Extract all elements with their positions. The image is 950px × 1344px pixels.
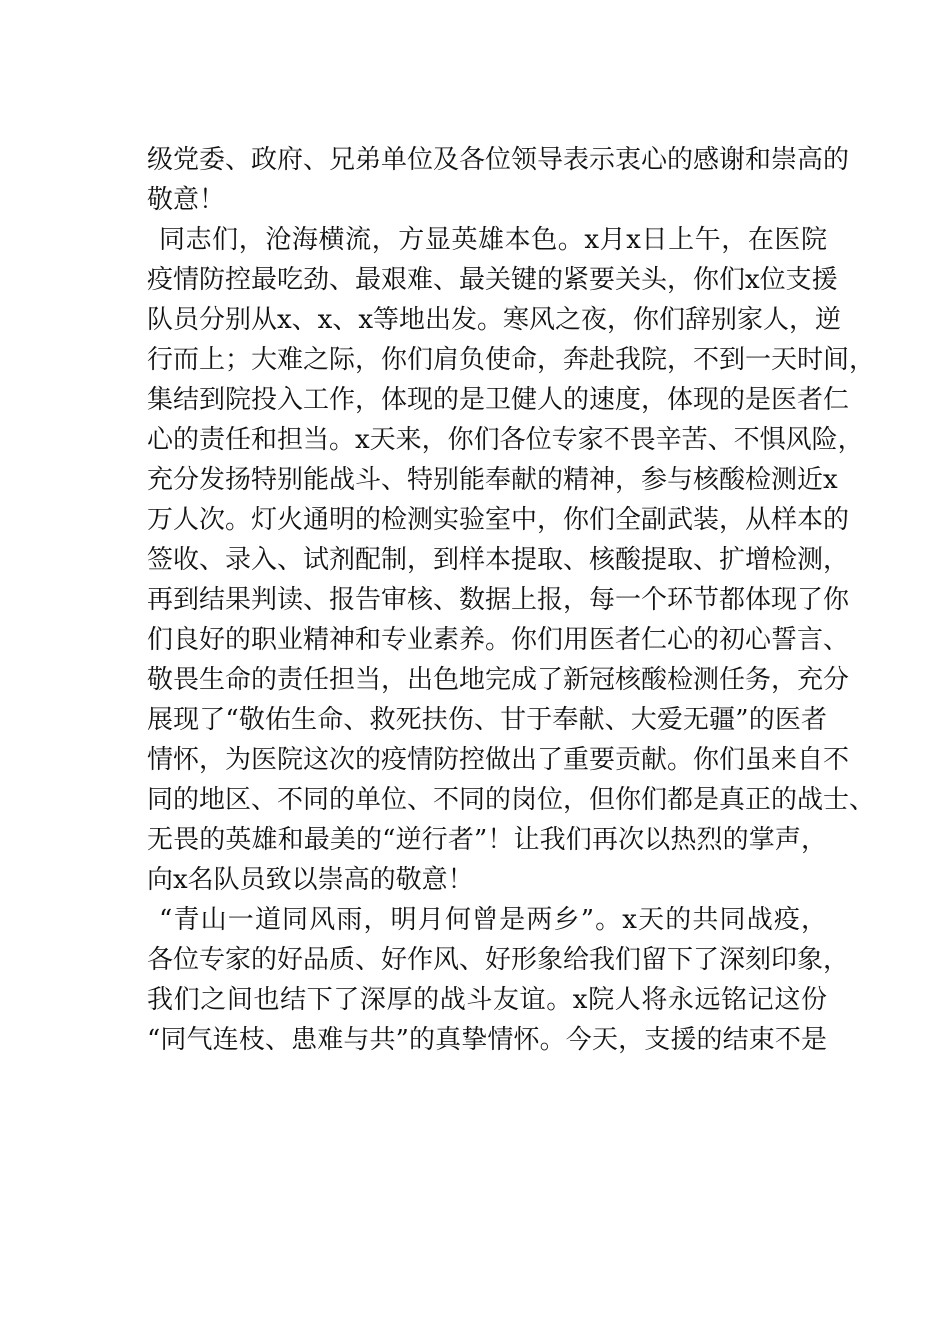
text-line: 再到结果判读、报告审核、数据上报，每一个环节都体现了你 bbox=[147, 585, 850, 615]
text-line: 同的地区、不同的单位、不同的岗位，但你们都是真正的战士、 bbox=[147, 785, 876, 815]
text-line: 疫情防控最吃劲、最艰难、最关键的紧要关头，你们x位支援 bbox=[147, 265, 838, 295]
body-text bbox=[147, 140, 876, 1060]
text-line: 向x名队员致以崇高的敬意！ bbox=[147, 865, 474, 895]
text-line: 各位专家的好品质、好作风、好形象给我们留下了深刻印象， bbox=[147, 945, 850, 975]
text-line: 同志们，沧海横流，方显英雄本色。x月x日上午，在医院 bbox=[159, 225, 827, 255]
text-line: 充分发扬特别能战斗、特别能奉献的精神，参与核酸检测近x bbox=[147, 465, 838, 495]
text-line: 我们之间也结下了深厚的战斗友谊。x院人将永远铭记这份 bbox=[147, 985, 827, 1015]
text-line: 行而上；大难之际，你们肩负使命，奔赴我院，不到一天时间， bbox=[147, 345, 876, 375]
text-line: 心的责任和担当。x天来，你们各位专家不畏辛苦、不惧风险， bbox=[147, 425, 864, 455]
text-line: “青山一道同风雨，明月何曾是两乡”。x天的共同战疫， bbox=[159, 905, 827, 935]
text-line: 们良好的职业精神和专业素养。你们用医者仁心的初心誓言、 bbox=[147, 625, 850, 655]
text-line: 签收、录入、试剂配制，到样本提取、核酸提取、扩增检测， bbox=[147, 545, 850, 575]
text-line: 情怀，为医院这次的疫情防控做出了重要贡献。你们虽来自不 bbox=[147, 745, 850, 775]
text-line: “同气连枝、患难与共”的真挚情怀。今天，支援的结束不是 bbox=[147, 1025, 827, 1055]
text-line: 万人次。灯火通明的检测实验室中，你们全副武装，从样本的 bbox=[147, 505, 850, 535]
text-line: 无畏的英雄和最美的“逆行者”！让我们再次以热烈的掌声， bbox=[147, 825, 827, 855]
text-line: 级党委、政府、兄弟单位及各位领导表示衷心的感谢和崇高的 bbox=[147, 145, 850, 175]
text-line: 队员分别从x、x、x等地出发。寒风之夜，你们辞别家人，逆 bbox=[147, 305, 841, 335]
text-line: 敬意！ bbox=[147, 185, 226, 215]
text-line: 展现了“敬佑生命、救死扶伤、甘于奉献、大爱无疆”的医者 bbox=[147, 705, 827, 735]
text-line: 集结到院投入工作，体现的是卫健人的速度，体现的是医者仁 bbox=[147, 385, 850, 415]
text-line: 敬畏生命的责任担当，出色地完成了新冠核酸检测任务，充分 bbox=[147, 665, 850, 695]
